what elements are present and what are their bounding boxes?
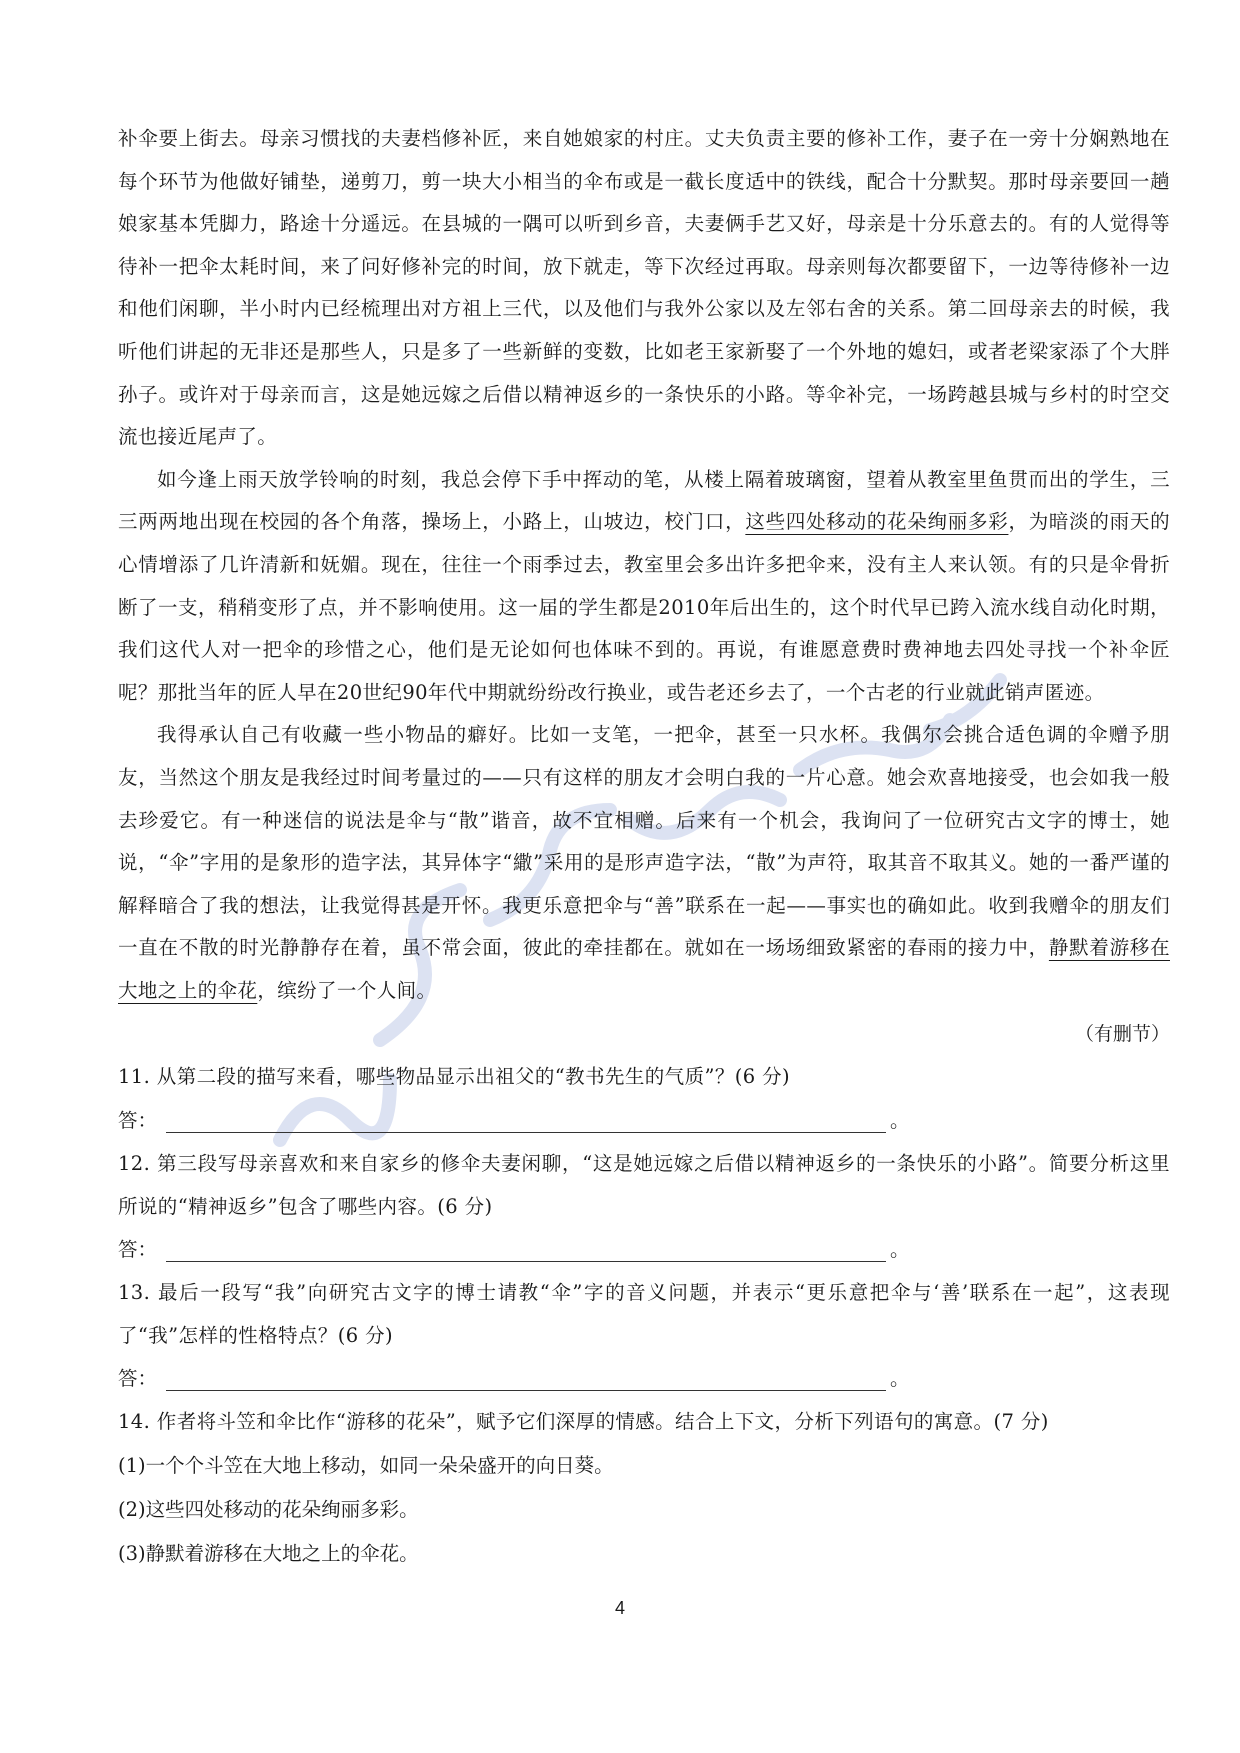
article-paragraph-2 xyxy=(118,459,1170,715)
answer-end: 。 xyxy=(890,1109,910,1133)
question-14: 14. 作者将斗笠和伞比作“游移的花朵”，赋予它们深厚的情感。结合上下文，分析下列语句的寓意。(7 分) xyxy=(118,1410,1049,1434)
exam-page xyxy=(118,118,1170,1576)
underlined-phrase: 这些四处移动的花朵绚丽多彩 xyxy=(745,510,1009,534)
paragraph-text: 如今逢上雨天放学铃响的时刻，我总会停下手中挥动的笔，从楼上隔着玻璃窗，望着从教室里鱼贯而出的学生，三三两两地出现在校园的各个角落，操场上，小路上，山坡边，校门口， xyxy=(118,467,1170,534)
answer-blank[interactable] xyxy=(166,1233,886,1262)
page-number: 4 xyxy=(614,1598,625,1618)
underlined-phrase: 静默着游移在大地之上的伞花 xyxy=(118,936,1170,1002)
answer-label: 答： xyxy=(118,1367,158,1391)
article-paragraph-3 xyxy=(118,714,1170,1012)
paragraph-text: ，缤纷了一个人间。 xyxy=(257,978,437,1002)
answer-end: 。 xyxy=(890,1238,910,1262)
answer-line-13[interactable] xyxy=(118,1357,1170,1401)
answer-label: 答： xyxy=(118,1238,158,1262)
answer-line-12[interactable] xyxy=(118,1228,1170,1272)
answer-label: 答： xyxy=(118,1109,158,1133)
answer-blank[interactable] xyxy=(166,1362,886,1391)
question-11: 11. 从第二段的描写来看，哪些物品显示出祖父的“教书先生的气质”？(6 分) xyxy=(118,1065,791,1089)
article-paragraph-1: 补伞要上街去。母亲习惯找的夫妻档修补匠，来自她娘家的村庄。丈夫负责主要的修补工作，妻子在一旁十分娴熟地在每个环节为他做好铺垫，递剪刀，剪一块大小相当的伞布或是一截长度适中的铁线，配合十分默契。那时母亲要回一趟娘家基本凭脚力，路途十分遥远。在县城的一隅可以听到乡音，夫妻俩手艺又好，母亲是十分乐意去的。有的人觉得等待补一把伞太耗时间，来了问好修补完的时间，放下就走，等下次经过再取。母亲则每次都要留下，一边等待修补一边和他们闲聊，半小时内已经梳理出对方祖上三代，以及他们与我外公家以及左邻右舍的关系。第二回母亲去的时候，我听他们讲起的无非还是那些人，只是多了一些新鲜的变数，比如老王家新娶了一个外地的媳妇，或者老梁家添了个大胖孙子。或许对于母亲而言，这是她远嫁之后借以精神返乡的一条快乐的小路。等伞补完，一场跨越县城与乡村的时空交流也接近尾声了。 xyxy=(118,127,1170,449)
question-12: 12. 第三段写母亲喜欢和来自家乡的修伞夫妻闲聊，“这是她远嫁之后借以精神返乡的一条快乐的小路”。简要分析这里所说的“精神返乡”包含了哪些内容。(6 分) xyxy=(118,1152,1170,1218)
answer-blank[interactable] xyxy=(166,1104,886,1133)
answer-end: 。 xyxy=(890,1367,910,1391)
question-14-item-3: (3)静默着游移在大地之上的伞花。 xyxy=(118,1542,419,1566)
paragraph-text: ，为暗淡的雨天的心情增添了几许清新和妩媚。现在，往往一个雨季过去，教室里会多出许多把伞来，没有主人来认领。有的只是伞骨折断了一支，稍稍变形了点，并不影响使用。这一届的学生都是2010年后出生的，这个时代早已跨入流水线自动化时期，我们这代人对一把伞的珍惜之心，他们是无论如何也体味不到的。再说，有谁愿意费时费神地去四处寻找一个补伞匠呢？那批当年的匠人早在20世纪90年代中期就纷纷改行换业，或告老还乡去了，一个古老的行业就此销声匿迹。 xyxy=(118,510,1171,704)
answer-line-11[interactable] xyxy=(118,1099,1170,1143)
source-note: （有删节） xyxy=(1074,1023,1170,1046)
paragraph-text: 我得承认自己有收藏一些小物品的癖好。比如一支笔，一把伞，甚至一只水杯。我偶尔会挑合适色调的伞赠予朋友，当然这个朋友是我经过时间考量过的——只有这样的朋友才会明白我的一片心意。她会欢喜地接受，也会如我一般去珍爱它。有一种迷信的说法是伞与“散”谐音，故不宜相赠。后来有一个机会，我询问了一位研究古文字的博士，她说，“伞”字用的是象形的造字法，其异体字“繖”采用的是形声造字法，“散”为声符，取其音不取其义。她的一番严谨的解释暗合了我的想法，让我觉得甚是开怀。我更乐意把伞与“善”联系在一起——事实也的确如此。收到我赠伞的朋友们一直在不散的时光静静存在着，虽不常会面，彼此的牵挂都在。就如在一场场细致紧密的春雨的接力中， xyxy=(118,723,1170,960)
question-14-item-1: (1)一个个斗笠在大地上移动，如同一朵朵盛开的向日葵。 xyxy=(118,1454,614,1478)
question-13: 13. 最后一段写“我”向研究古文字的博士请教“伞”字的音义问题，并表示“更乐意把伞与‘善’联系在一起”，这表现了“我”怎样的性格特点？(6 分) xyxy=(118,1281,1170,1347)
question-14-item-2: (2)这些四处移动的花朵绚丽多彩。 xyxy=(118,1498,419,1522)
